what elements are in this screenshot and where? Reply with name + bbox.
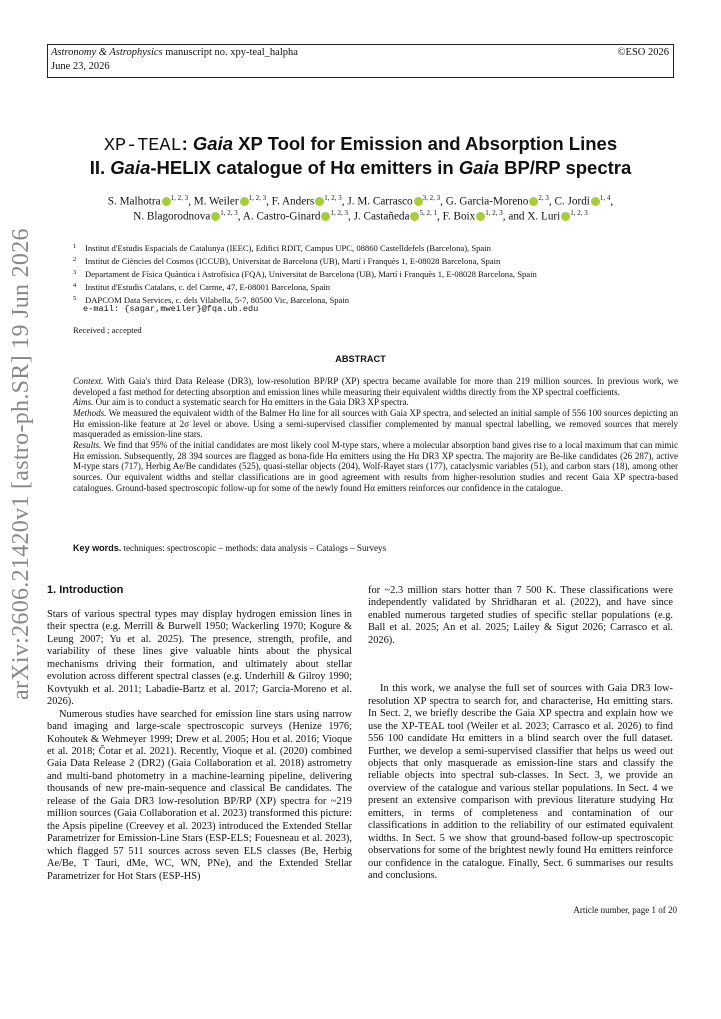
author-affil-sup: 1, 2, 3 (570, 209, 588, 217)
abstract (73, 376, 678, 493)
intro-paragraph-2: Numerous studies have searched for emission line stars using narrow band imaging and large-scale spectroscopic surveys (Henize 1976; Kohoutek & Wehmeyer 1999; Drew et al. 2005; Hou et al. 2016; Vioque et al. 2018; Čotar et al. 2021). Recently, Vioque et al. (2020) combined Gaia Data Release 2 (DR2) (Gaia Collaboration et al. 2018) astrometry and multi-band photometry in a machine-learning pipeline, delivering thousands of new pre-main-sequence and classical Be candidates. The release of the Gaia DR3 low-resolution BP/RP (XP) spectra for ~219 million sources (Gaia Collaboration et al. 2023) transformed this picture: the Apsis pipeline (Creevey et al. 2023) introduced the Extended Stellar Parametrizer for Emission-Line Stars (ESP-ELS; Fouesneau et al. 2023), which flagged 57 511 sources across seven ELS classes (Be, Herbig Ae/Be, T Tauri, dMe, WC, WN, PNe), and the Extended Stellar Parametrizer for Hot Stars (ESP-HS) (47, 708, 352, 882)
author-name: G. Garcia-Moreno (445, 195, 529, 208)
orcid-icon[interactable] (561, 212, 570, 221)
author-affil-sup: 1, 2, 3 (485, 209, 503, 217)
orcid-icon[interactable] (476, 212, 485, 221)
email[interactable]: e-mail: {sagar,mweiler}@fqa.ub.edu (83, 304, 259, 314)
left-column (47, 609, 352, 883)
intro-paragraph-4: In this work, we analyse the full set of sources with Gaia DR3 low-resolution XP spectra to search for, and characterise, Hα emitting stars. In Sect. 2, we briefly describe the Gaia XP spectra and explain how we use the XP-TEAL tool (Weiler et al. 2023; Carrasco et al. 2026) to find 556 100 candidate Hα emitters in a blind search over the full dataset. Further, we develop a semi-supervised classifier that helps us weed out objects that only masquerade as emission-line stars and classify the reliable objects into spectral sub-classes. In Sect. 3, we provide an overview of the catalogue and various stellar populations. In Sect. 4 we present an extensive comparison with previous literature studying Hα emitters, in terms of completeness and contamination of our classifications in addition to the reliability of our estimated equivalent widths. In Sect. 5 we show that ground-based follow-up spectroscopic observations for some of the brightest newly found Hα emitters reinforce our confidence in the catalogue. Finally, Sect. 6 summarises our results and conclusions. (368, 683, 673, 882)
abstract-methods: Methods. We measured the equivalent width of the Balmer Hα line for all sources with Gaia XP spectra, and selected an initial sample of 556 100 sources depicting an Hα emission-like feature at 2σ level or above. Using a semi-supervised classifier complemented by manual spectral labelling, we removed sources that merely masqueraded as emission-line stars. (73, 407, 678, 440)
orcid-icon[interactable] (315, 197, 324, 206)
intro-paragraph-3: for ~2.3 million stars hotter than 7 500 K. These classifications were independently validated by Shridharan et al. (2022), and have since enabled numerous targeted studies of specific stellar populations (e.g. Ball et al. 2025; An et al. 2025; Lailey & Sigut 2026; Carrasco et al. 2026). (368, 585, 673, 646)
intro-paragraph-1: Stars of various spectral types may display hydrogen emission lines in their spectra (e.g. Merrill & Burwell 1950; Wackerling 1970; Kogure & Leung 2007; Yu et al. 2025). The presence, strength, profile, and variability of these lines give valuable hints about the physical mechanisms driving their formation, and ultimately about stellar evolution across different spectral classes (e.g. Underhill & Gilroy 1990; Kovtyukh et al. 2011; Labadie-Bartz et al. 2017; Garcia-Moreno et al. 2026). (47, 609, 352, 708)
keywords: Key words. techniques: spectroscopic – methods: data analysis – Catalogs – Surveys (73, 543, 387, 553)
author-affil-sup: 1, 2, 3 (324, 194, 342, 202)
author-affil-sup: 3, 2, 3 (422, 194, 441, 202)
abstract-aims: Aims. Our aim is to conduct a systematic search for Hα emitters in the Gaia DR3 XP spectra. (73, 397, 409, 408)
author-name: F. Boix (442, 210, 476, 223)
section-heading-introduction: 1. Introduction (47, 584, 124, 596)
orcid-icon[interactable] (591, 197, 600, 206)
affiliation: 2 Institut de Ciències del Cosmos (ICCUB), Universitat de Barcelona (UB), Martí i Franquès 1, E-08028 Barcelona, Spain (73, 256, 501, 266)
orcid-icon[interactable] (211, 212, 220, 221)
author-name: F. Anders (271, 195, 315, 208)
author-affil-sup: 1, 2, 3 (170, 194, 189, 202)
author-affil-sup: 1, 2, 3 (220, 209, 238, 217)
author-affil-sup: 5, 2, 1 (419, 209, 437, 217)
affiliation: 1 Institut d'Estudis Espacials de Catalunya (IEEC), Edifici RDIT, Campus UPC, 08860 Castelldefels (Barcelona), Spain (73, 243, 491, 253)
author-affil-sup: 1, 4 (599, 194, 611, 202)
right-column (368, 585, 673, 883)
abstract-heading: ABSTRACT (335, 354, 386, 364)
author-name: J. M. Carrasco (347, 195, 413, 208)
author-name: M. Weiler (193, 195, 239, 208)
author-name: A. Castro-Ginard (242, 210, 321, 223)
copyright: ©ESO 2026 (617, 47, 669, 58)
author-name: J. Castañeda (353, 210, 410, 223)
authors-line-1: S. Malhotra $^{1, 2, 3}$, M. Weiler $^{1, 2, 3}$, F. Anders $^{1, 2, 3}$, J. M. Carrasco $^{3, 2, 3}$, G. Garcia-Moreno $^{2, 3}$, C. Jordi $^{1, 4}$, (107, 194, 614, 208)
affiliation: 3 Departament de Física Quàntica i Astrofísica (FQA), Universitat de Barcelona (UB), Martí i Franquès 1, E-08028 Barcelona, Spain (73, 269, 537, 279)
affiliation: 4 Institut d'Estudis Catalans, c. del Carme, 47, E-08001 Barcelona, Spain (73, 282, 330, 292)
orcid-icon[interactable] (162, 197, 171, 206)
affiliation: 5 DAPCOM Data Services, c. dels Vilabella, 5-7, 80500 Vic, Barcelona, Spain (73, 295, 350, 305)
orcid-icon[interactable] (240, 197, 249, 206)
affiliations (73, 241, 673, 306)
author-affil-sup: 2, 3 (538, 194, 549, 202)
page-footer: Article number, page 1 of 20 (573, 905, 677, 915)
author-name: X. Luri (527, 210, 561, 223)
author-affil-sup: 1, 2, 3 (330, 209, 348, 217)
header-box (47, 44, 674, 78)
orcid-icon[interactable] (414, 197, 423, 206)
authors-line-2: N. Blagorodnova $^{1, 2, 3}$, A. Castro-Ginard $^{1, 2, 3}$, J. Castañeda $^{5, 2, 1}$, F. Boix $^{1, 2, 3}$, and X. Luri $^{1, 2, 3}$ (133, 209, 588, 223)
author-affil-sup: 1, 2, 3 (248, 194, 267, 202)
author-name: C. Jordi (554, 195, 590, 208)
arxiv-stamp[interactable]: arXiv:2606.21420v1 [astro-ph.SR] 19 Jun 2026 (8, 228, 34, 700)
abstract-context: Context. With Gaia's third Data Release (DR3), low-resolution BP/RP (XP) spectra became available for more than 219 million sources. In previous work, we developed a fast method for detecting absorption and emission lines while measuring their equivalent widths directly from the XP spectral coefficients. (73, 376, 678, 397)
header-date: June 23, 2026 (51, 61, 110, 72)
title-line-2: II. Gaia-HELIX catalogue of Hα emitters in Gaia BP/RP spectra (89, 157, 632, 178)
received-line: Received ; accepted (73, 325, 142, 335)
author-name: S. Malhotra (107, 195, 161, 208)
title-line-1: XP-TEAL: Gaia XP Tool for Emission and Absorption Lines (103, 133, 618, 156)
abstract-results: Results. We find that 95% of the initial candidates are most likely cool M-type stars, where a molecular absorption band gives rise to a local maximum that can mimic Hα emission. Subsequently, 28 394 sources are flagged as bona-fide Hα emitters using the Hα DR3 XP spectra. The majority are Be-like candidates (26 287), active M-type stars (717), Herbig Ae/Be candidates (525), quasi-stellar objects (204), Wolf-Rayet stars (177), cataclysmic variables (51), and carbon stars (18), among other sources. Our equivalent widths and stellar classifications are in good agreement with results from higher-resolution studies and recent Gaia XP spectra-based catalogues. Ground-based spectroscopic follow-up for some of the newly found Hα emitters reinforces our confidence in the catalogue. (73, 439, 678, 493)
author-name: N. Blagorodnova (133, 210, 211, 223)
journal-line: Astronomy & Astrophysics manuscript no. xpy-teal_halpha (51, 47, 298, 58)
